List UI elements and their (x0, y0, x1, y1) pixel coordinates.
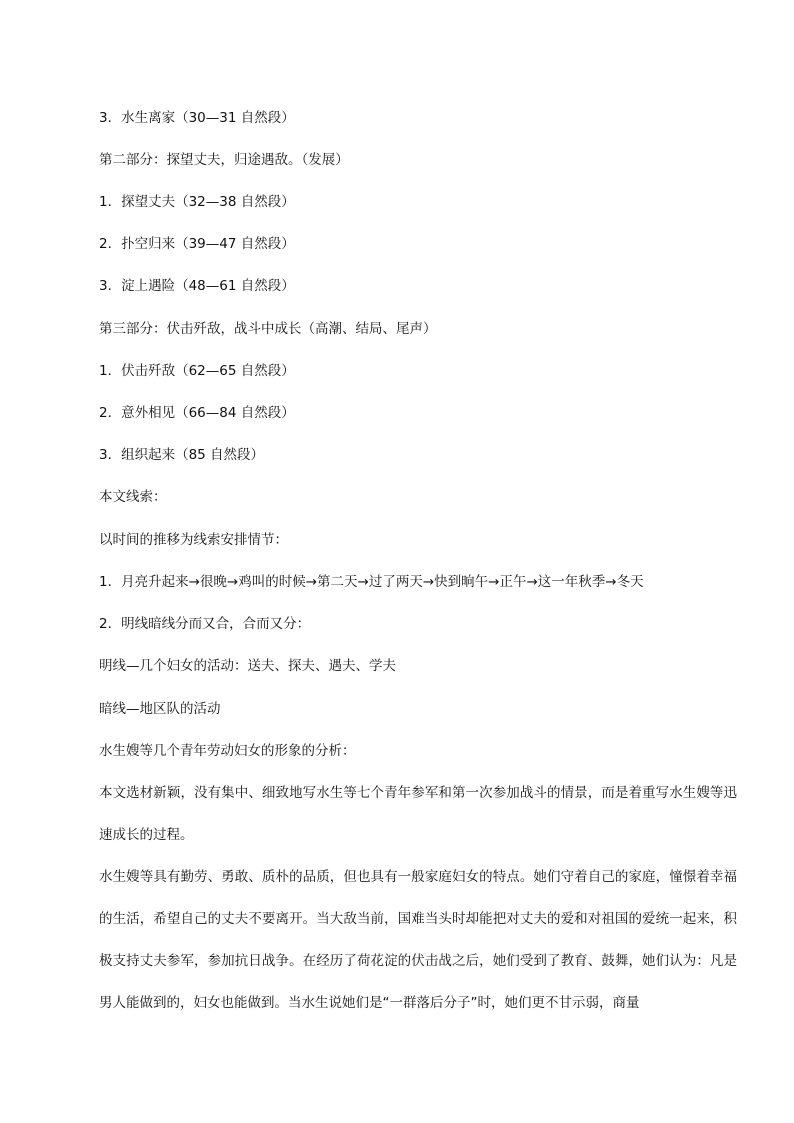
outline-line: 3．组织起来（85 自然段） (99, 447, 265, 463)
section-heading: 本文线索： (99, 489, 167, 505)
outline-line: 3．淀上遇险（48—61 自然段） (99, 278, 295, 294)
outline-line: 1．伏击歼敌（62—65 自然段） (99, 363, 295, 379)
text-line: 明线—几个妇女的活动：送夫、探夫、遇夫、学夫 (99, 658, 396, 674)
outline-line: 2．意外相见（66—84 自然段） (99, 405, 295, 421)
text-line: 以时间的推移为线索安排情节： (99, 532, 288, 548)
text-line: 2．明线暗线分而又合，合而又分： (99, 616, 311, 632)
section-heading: 第三部分：伏击歼敌，战斗中成长（高潮、结局、尾声） (99, 321, 437, 337)
outline-line: 1．探望丈夫（32—38 自然段） (99, 194, 295, 210)
outline-line: 3．水生离家（30—31 自然段） (99, 110, 295, 126)
section-heading: 水生嫂等几个青年劳动妇女的形象的分析： (99, 743, 356, 759)
body-paragraph: 本文选材新颖，没有集中、细致地写水生等七个青年参军和第一次参加战斗的情景，而是着重写水生嫂等迅速成长的过程。 (99, 785, 737, 843)
text-line: 暗线—地区队的活动 (99, 701, 221, 717)
outline-line: 2．扑空归来（39—47 自然段） (99, 236, 295, 252)
body-paragraph: 水生嫂等具有勤劳、勇敢、质朴的品质，但也具有一般家庭妇女的特点。她们守着自己的家庭，憧憬着幸福的生活，希望自己的丈夫不要离开。当大敌当前，国难当头时却能把对丈夫的爱和对祖国的爱统一起来，积极支持丈夫参军，参加抗日战争。在经历了荷花淀的伏击战之后，她们受到了教育、鼓舞，她们认为：凡是男人能做到的，妇女也能做到。当水生说她们是“一群落后分子”时，她们更不甘示弱，商量 (99, 869, 737, 1011)
section-heading: 第二部分：探望丈夫，归途遇敌。（发展） (99, 152, 349, 168)
timeline-line: 1．月亮升起来→很晚→鸡叫的时候→第二天→过了两天→快到晌午→正午→这一年秋季→冬天 (99, 574, 644, 590)
